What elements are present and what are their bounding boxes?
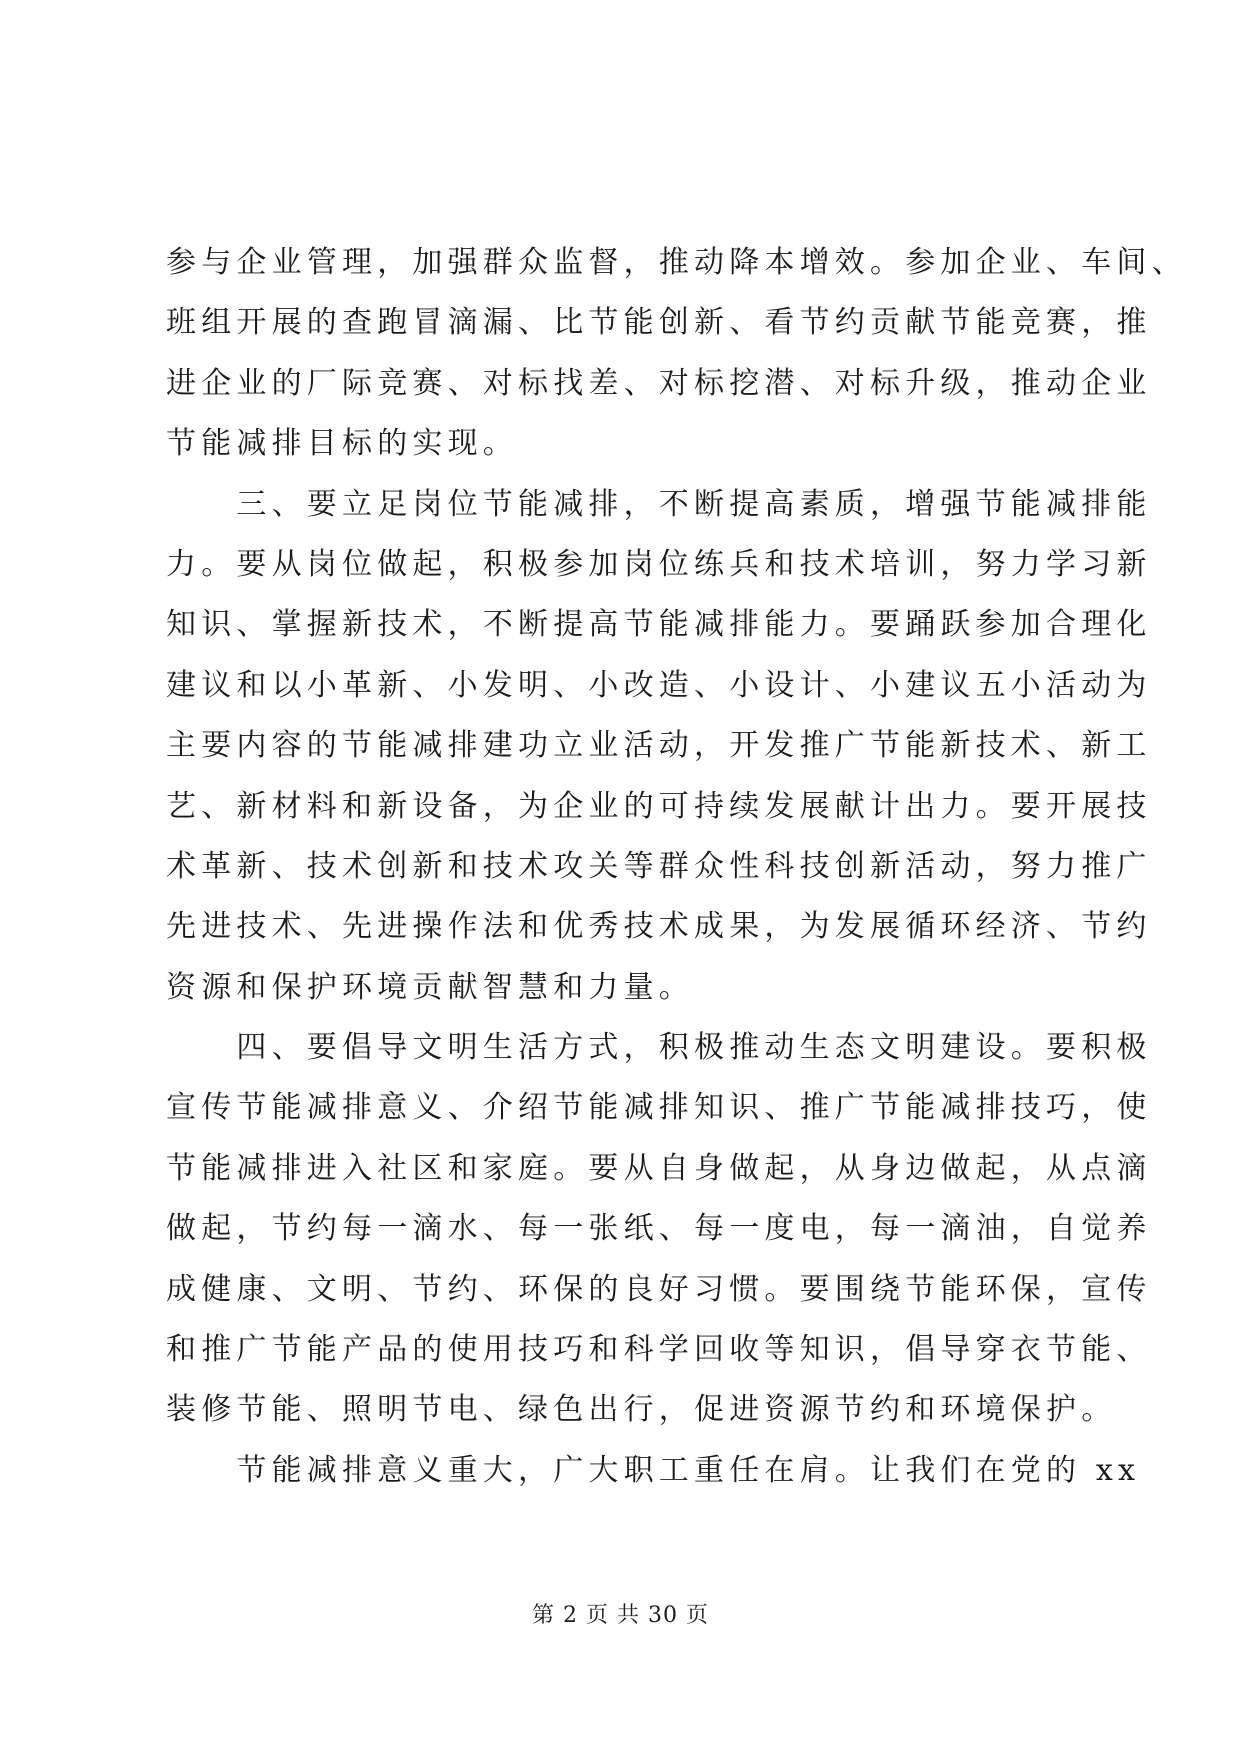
text-line: 先进技术、先进操作法和优秀技术成果，为发展循环经济、节约 bbox=[166, 909, 1152, 945]
text-line: 成健康、文明、节约、环保的良好习惯。要围绕节能环保，宣传 bbox=[166, 1271, 1152, 1307]
text-line: 节能减排目标的实现。 bbox=[166, 426, 518, 462]
text-line: 三、要立足岗位节能减排，不断提高素质，增强节能减排能 bbox=[166, 486, 1152, 522]
text-line: 建议和以小革新、小发明、小改造、小设计、小建议五小活动为 bbox=[166, 667, 1152, 703]
page-number-footer: 第 2 页 共 30 页 bbox=[532, 1603, 709, 1628]
text-line: 力。要从岗位做起，积极参加岗位练兵和技术培训，努力学习新 bbox=[166, 546, 1152, 582]
text-line: 进企业的厂际竞赛、对标找差、对标挖潜、对标升级，推动企业 bbox=[166, 365, 1152, 401]
text-line: 装修节能、照明节电、绿色出行，促进资源节约和环境保护。 bbox=[166, 1392, 1117, 1428]
text-line: 资源和保护环境贡献智慧和力量。 bbox=[166, 969, 694, 1005]
text-line: 术革新、技术创新和技术攻关等群众性科技创新活动，努力推广 bbox=[166, 848, 1152, 884]
text-line: 艺、新材料和新设备，为企业的可持续发展献计出力。要开展技 bbox=[166, 788, 1152, 824]
text-line: 节能减排意义重大，广大职工重任在肩。让我们在党的 xx bbox=[166, 1452, 1141, 1488]
text-line: 宣传节能减排意义、介绍节能减排知识、推广节能减排技巧，使 bbox=[166, 1090, 1152, 1126]
document-body bbox=[166, 233, 1187, 1501]
text-line: 班组开展的查跑冒滴漏、比节能创新、看节约贡献节能竞赛，推 bbox=[166, 305, 1152, 341]
text-line: 主要内容的节能减排建功立业活动，开发推广节能新技术、新工 bbox=[166, 728, 1152, 764]
text-line: 和推广节能产品的使用技巧和科学回收等知识，倡导穿衣节能、 bbox=[166, 1332, 1152, 1368]
text-line: 做起，节约每一滴水、每一张纸、每一度电，每一滴油，自觉养 bbox=[166, 1211, 1152, 1247]
text-line: 四、要倡导文明生活方式，积极推动生态文明建设。要积极 bbox=[166, 1030, 1152, 1066]
text-line: 知识、掌握新技术，不断提高节能减排能力。要踊跃参加合理化 bbox=[166, 607, 1152, 643]
text-line: 节能减排进入社区和家庭。要从自身做起，从身边做起，从点滴 bbox=[166, 1150, 1152, 1186]
text-line: 参与企业管理，加强群众监督，推动降本增效。参加企业、车间、 bbox=[166, 245, 1187, 280]
